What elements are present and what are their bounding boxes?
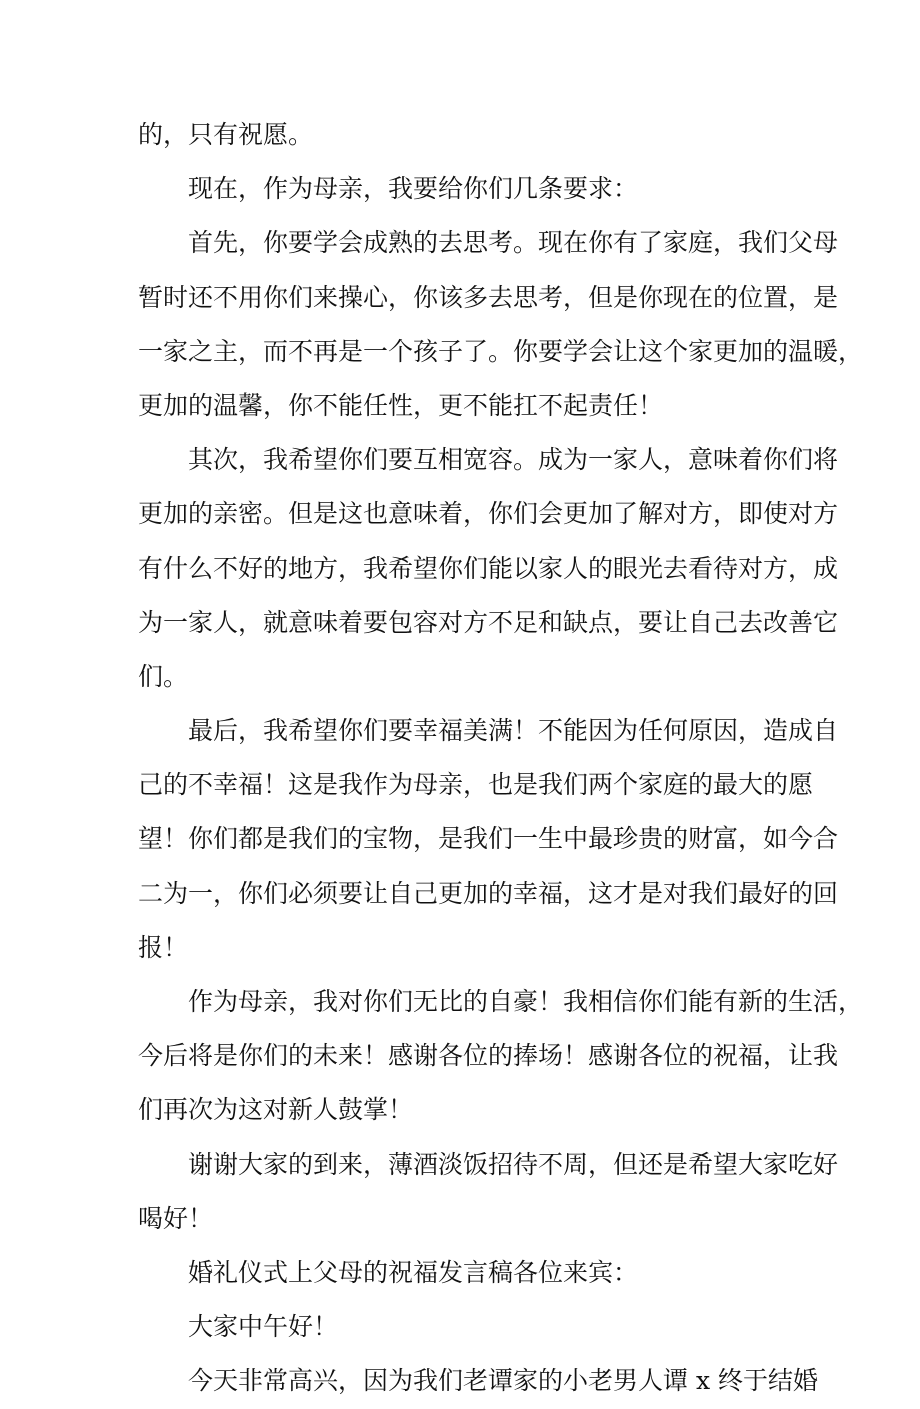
document-body [138, 108, 864, 1409]
paragraph-line: 现在，作为母亲，我要给你们几条要求： [188, 174, 639, 204]
paragraph-line: 报！ [138, 932, 189, 962]
paragraph-line: 们再次为这对新人鼓掌！ [138, 1095, 414, 1125]
paragraph-line: 们。 [138, 661, 189, 691]
paragraph-line: 谢谢大家的到来，薄酒淡饭招待不周，但还是希望大家吃好 [188, 1149, 839, 1179]
paragraph-line: 喝好！ [138, 1203, 214, 1233]
paragraph-line: 今天非常高兴，因为我们老谭家的小老男人谭 x 终于结婚 [188, 1366, 818, 1396]
paragraph-line: 一家之主，而不再是一个孩子了。你要学会让这个家更加的温暖， [138, 336, 864, 366]
paragraph-line: 己的不幸福！这是我作为母亲，也是我们两个家庭的最大的愿 [138, 770, 814, 800]
paragraph-line: 婚礼仪式上父母的祝福发言稿各位来宾： [188, 1257, 639, 1287]
paragraph-line: 最后，我希望你们要幸福美满！不能因为任何原因，造成自 [188, 716, 839, 746]
paragraph-line: 望！你们都是我们的宝物，是我们一生中最珍贵的财富，如今合 [138, 824, 839, 854]
paragraph-line: 首先，你要学会成熟的去思考。现在你有了家庭，我们父母 [188, 228, 839, 258]
paragraph-line: 更加的温馨，你不能任性，更不能扛不起责任！ [138, 390, 664, 420]
paragraph-line: 暂时还不用你们来操心，你该多去思考，但是你现在的位置，是 [138, 282, 839, 312]
paragraph-line: 其次，我希望你们要互相宽容。成为一家人，意味着你们将 [188, 445, 839, 475]
paragraph-line: 的，只有祝愿。 [138, 120, 314, 149]
paragraph-line: 作为母亲，我对你们无比的自豪！我相信你们能有新的生活， [188, 987, 864, 1016]
paragraph-line: 更加的亲密。但是这也意味着，你们会更加了解对方，即使对方 [138, 499, 839, 529]
paragraph-line: 为一家人，就意味着要包容对方不足和缺点，要让自己去改善它 [138, 607, 839, 637]
paragraph-line: 有什么不好的地方，我希望你们能以家人的眼光去看待对方，成 [138, 553, 839, 583]
paragraph-line: 二为一，你们必须要让自己更加的幸福，这才是对我们最好的回 [138, 878, 839, 908]
paragraph-line: 大家中午好！ [188, 1312, 339, 1342]
paragraph-line: 今后将是你们的未来！感谢各位的捧场！感谢各位的祝福，让我 [138, 1041, 839, 1071]
